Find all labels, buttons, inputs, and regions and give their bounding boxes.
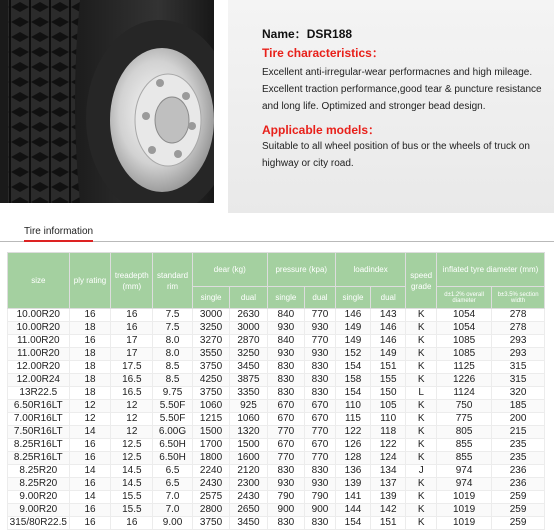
table-row (8, 491, 545, 504)
cell-loadindex-dual: 151 (371, 361, 406, 374)
cell-standard-rim: 8.5 (153, 374, 193, 387)
cell-loadindex-single: 126 (335, 439, 370, 452)
cell-loadindex-dual: 146 (371, 322, 406, 335)
cell-size: 11.00R20 (8, 335, 70, 348)
header-ply-rating: ply rating (69, 253, 111, 309)
cell-load-dual: 2120 (230, 465, 267, 478)
cell-pressure-single: 830 (267, 387, 304, 400)
cell-standard-rim: 7.5 (153, 322, 193, 335)
cell-tread-depth: 16.5 (111, 374, 153, 387)
cell-tread-depth: 16.5 (111, 387, 153, 400)
cell-speed-grade: K (406, 439, 437, 452)
cell-speed-grade: K (406, 452, 437, 465)
cell-ply-rating: 16 (69, 309, 111, 322)
cell-ply-rating: 14 (69, 426, 111, 439)
header-load-dual: dual (230, 287, 267, 309)
cell-load-single: 3750 (192, 387, 229, 400)
cell-size: 11.00R20 (8, 348, 70, 361)
table-row (8, 439, 545, 452)
cell-load-single: 3750 (192, 361, 229, 374)
cell-overall-diameter: 1019 (437, 517, 492, 530)
cell-load-dual: 1500 (230, 439, 267, 452)
header-pressure-single: single (267, 287, 304, 309)
cell-loadindex-single: 152 (335, 348, 370, 361)
cell-pressure-dual: 670 (305, 439, 336, 452)
cell-loadindex-dual: 139 (371, 491, 406, 504)
tire-product-image (0, 0, 214, 203)
cell-section-width: 320 (492, 387, 545, 400)
table-row (8, 309, 545, 322)
cell-loadindex-dual: 142 (371, 504, 406, 517)
cell-speed-grade: K (406, 361, 437, 374)
cell-standard-rim: 6.5 (153, 465, 193, 478)
cell-load-dual: 1600 (230, 452, 267, 465)
cell-size: 7.50R16LT (8, 426, 70, 439)
product-name-label: Name： (262, 27, 307, 41)
cell-load-single: 4250 (192, 374, 229, 387)
cell-section-width: 259 (492, 517, 545, 530)
cell-pressure-single: 840 (267, 335, 304, 348)
cell-tread-depth: 12.5 (111, 452, 153, 465)
cell-pressure-single: 830 (267, 517, 304, 530)
cell-loadindex-single: 146 (335, 309, 370, 322)
cell-ply-rating: 12 (69, 400, 111, 413)
cell-standard-rim: 8.5 (153, 361, 193, 374)
cell-overall-diameter: 1085 (437, 335, 492, 348)
cell-standard-rim: 9.00 (153, 517, 193, 530)
cell-speed-grade: J (406, 465, 437, 478)
cell-section-width: 236 (492, 465, 545, 478)
cell-load-dual: 925 (230, 400, 267, 413)
cell-size: 8.25R16LT (8, 452, 70, 465)
cell-size: 8.25R20 (8, 465, 70, 478)
cell-ply-rating: 14 (69, 465, 111, 478)
cell-ply-rating: 16 (69, 439, 111, 452)
cell-size: 315/80R22.5 (8, 517, 70, 530)
cell-load-dual: 3450 (230, 361, 267, 374)
cell-loadindex-dual: 124 (371, 452, 406, 465)
table-row (8, 374, 545, 387)
table-row (8, 465, 545, 478)
cell-pressure-single: 840 (267, 309, 304, 322)
cell-loadindex-single: 149 (335, 335, 370, 348)
cell-pressure-dual: 830 (305, 361, 336, 374)
cell-overall-diameter: 1019 (437, 491, 492, 504)
cell-size: 7.00R16LT (8, 413, 70, 426)
cell-loadindex-dual: 118 (371, 426, 406, 439)
cell-load-single: 2430 (192, 478, 229, 491)
cell-standard-rim: 8.0 (153, 335, 193, 348)
cell-tread-depth: 16 (111, 517, 153, 530)
cell-loadindex-single: 154 (335, 517, 370, 530)
cell-speed-grade: K (406, 400, 437, 413)
cell-pressure-dual: 770 (305, 426, 336, 439)
cell-size: 9.00R20 (8, 504, 70, 517)
cell-standard-rim: 8.0 (153, 348, 193, 361)
cell-pressure-single: 930 (267, 478, 304, 491)
cell-load-single: 2800 (192, 504, 229, 517)
table-row (8, 322, 545, 335)
cell-standard-rim: 6.50H (153, 452, 193, 465)
header-load-single: single (192, 287, 229, 309)
product-name-value: DSR188 (306, 27, 353, 41)
cell-loadindex-dual: 146 (371, 335, 406, 348)
cell-pressure-single: 670 (267, 439, 304, 452)
cell-size: 6.50R16LT (8, 400, 70, 413)
cell-load-single: 3000 (192, 309, 229, 322)
cell-loadindex-single: 141 (335, 491, 370, 504)
table-row (8, 426, 545, 439)
cell-load-dual: 3350 (230, 387, 267, 400)
cell-loadindex-single: 154 (335, 387, 370, 400)
cell-load-dual: 1320 (230, 426, 267, 439)
table-row (8, 504, 545, 517)
cell-load-dual: 3875 (230, 374, 267, 387)
cell-load-single: 1215 (192, 413, 229, 426)
cell-section-width: 315 (492, 361, 545, 374)
applicable-models-heading: Applicable models： (262, 123, 381, 137)
cell-pressure-single: 770 (267, 426, 304, 439)
cell-pressure-single: 830 (267, 465, 304, 478)
cell-loadindex-single: 115 (335, 413, 370, 426)
cell-speed-grade: L (406, 387, 437, 400)
cell-overall-diameter: 974 (437, 465, 492, 478)
cell-size: 12.00R24 (8, 374, 70, 387)
cell-load-dual: 3450 (230, 517, 267, 530)
cell-pressure-dual: 770 (305, 335, 336, 348)
tire-characteristics-text: Excellent anti-irregular-wear performacnes and high mileage. Excellent traction performance,good tear & puncture resistance and long life. Optimized and stronger bead design. (262, 67, 542, 112)
cell-loadindex-dual: 149 (371, 348, 406, 361)
header-loadindex-dual: dual (371, 287, 406, 309)
cell-size: 9.00R20 (8, 491, 70, 504)
cell-ply-rating: 16 (69, 478, 111, 491)
table-row (8, 478, 545, 491)
cell-load-single: 3550 (192, 348, 229, 361)
cell-overall-diameter: 1125 (437, 361, 492, 374)
cell-speed-grade: K (406, 348, 437, 361)
tab-tire-information[interactable]: Tire information (24, 226, 93, 242)
cell-pressure-single: 830 (267, 361, 304, 374)
product-name (262, 25, 352, 42)
cell-pressure-single: 670 (267, 400, 304, 413)
cell-overall-diameter: 974 (437, 478, 492, 491)
cell-section-width: 235 (492, 439, 545, 452)
table-row (8, 387, 545, 400)
cell-ply-rating: 18 (69, 361, 111, 374)
cell-overall-diameter: 775 (437, 413, 492, 426)
header-overall-diameter: d±1.2% overall diameter (437, 287, 492, 309)
cell-load-single: 3250 (192, 322, 229, 335)
cell-section-width: 215 (492, 426, 545, 439)
cell-pressure-dual: 830 (305, 387, 336, 400)
cell-load-single: 1700 (192, 439, 229, 452)
cell-size: 10.00R20 (8, 309, 70, 322)
table-row (8, 517, 545, 530)
cell-overall-diameter: 1226 (437, 374, 492, 387)
cell-section-width: 293 (492, 348, 545, 361)
table-row (8, 400, 545, 413)
cell-speed-grade: K (406, 413, 437, 426)
cell-pressure-dual: 900 (305, 504, 336, 517)
header-loadindex: loadindex (335, 253, 405, 287)
cell-speed-grade: K (406, 426, 437, 439)
cell-load-dual: 2870 (230, 335, 267, 348)
header-load: dear (kg) (192, 253, 267, 287)
cell-standard-rim: 6.50H (153, 439, 193, 452)
cell-overall-diameter: 805 (437, 426, 492, 439)
cell-speed-grade: K (406, 335, 437, 348)
cell-overall-diameter: 1054 (437, 322, 492, 335)
cell-size: 8.25R20 (8, 478, 70, 491)
cell-pressure-dual: 830 (305, 517, 336, 530)
tire-characteristics-heading: Tire characteristics： (262, 46, 384, 60)
cell-overall-diameter: 855 (437, 452, 492, 465)
cell-tread-depth: 12 (111, 426, 153, 439)
cell-tread-depth: 15.5 (111, 491, 153, 504)
header-speed-grade: speed grade (406, 253, 437, 309)
cell-ply-rating: 16 (69, 335, 111, 348)
cell-ply-rating: 18 (69, 322, 111, 335)
cell-loadindex-single: 154 (335, 361, 370, 374)
cell-pressure-single: 790 (267, 491, 304, 504)
cell-tread-depth: 14.5 (111, 478, 153, 491)
cell-size: 8.25R16LT (8, 439, 70, 452)
cell-ply-rating: 18 (69, 387, 111, 400)
cell-overall-diameter: 1124 (437, 387, 492, 400)
cell-loadindex-single: 158 (335, 374, 370, 387)
cell-size: 13R22.5 (8, 387, 70, 400)
cell-pressure-single: 900 (267, 504, 304, 517)
cell-ply-rating: 18 (69, 374, 111, 387)
cell-speed-grade: K (406, 374, 437, 387)
cell-loadindex-dual: 110 (371, 413, 406, 426)
cell-standard-rim: 9.75 (153, 387, 193, 400)
cell-tread-depth: 17 (111, 335, 153, 348)
cell-loadindex-single: 149 (335, 322, 370, 335)
cell-tread-depth: 14.5 (111, 465, 153, 478)
header-inflated-diameter: inflated tyre diameter (mm) (437, 253, 545, 287)
cell-overall-diameter: 1054 (437, 309, 492, 322)
cell-section-width: 236 (492, 478, 545, 491)
cell-speed-grade: K (406, 322, 437, 335)
header-section-width: b±3.5% section width (492, 287, 545, 309)
cell-load-dual: 2300 (230, 478, 267, 491)
cell-loadindex-single: 136 (335, 465, 370, 478)
cell-load-dual: 1060 (230, 413, 267, 426)
cell-overall-diameter: 750 (437, 400, 492, 413)
cell-section-width: 259 (492, 504, 545, 517)
cell-load-single: 3750 (192, 517, 229, 530)
cell-load-dual: 2430 (230, 491, 267, 504)
cell-loadindex-dual: 137 (371, 478, 406, 491)
cell-load-single: 3270 (192, 335, 229, 348)
cell-loadindex-dual: 155 (371, 374, 406, 387)
cell-pressure-single: 930 (267, 348, 304, 361)
cell-pressure-dual: 770 (305, 452, 336, 465)
cell-loadindex-dual: 134 (371, 465, 406, 478)
cell-standard-rim: 5.50F (153, 400, 193, 413)
cell-loadindex-dual: 151 (371, 517, 406, 530)
cell-pressure-dual: 770 (305, 309, 336, 322)
cell-standard-rim: 5.50F (153, 413, 193, 426)
cell-size: 12.00R20 (8, 361, 70, 374)
header-tread-depth: treadepth (mm) (111, 253, 153, 309)
cell-loadindex-single: 122 (335, 426, 370, 439)
cell-tread-depth: 12 (111, 400, 153, 413)
cell-load-dual: 3250 (230, 348, 267, 361)
cell-speed-grade: K (406, 478, 437, 491)
cell-tread-depth: 16 (111, 309, 153, 322)
cell-load-dual: 2630 (230, 309, 267, 322)
header-loadindex-single: single (335, 287, 370, 309)
cell-tread-depth: 12 (111, 413, 153, 426)
cell-section-width: 235 (492, 452, 545, 465)
cell-overall-diameter: 1085 (437, 348, 492, 361)
cell-pressure-dual: 830 (305, 465, 336, 478)
cell-tread-depth: 15.5 (111, 504, 153, 517)
cell-section-width: 200 (492, 413, 545, 426)
header-standard-rim: standard rim (153, 253, 193, 309)
cell-ply-rating: 16 (69, 517, 111, 530)
cell-loadindex-dual: 143 (371, 309, 406, 322)
cell-speed-grade: K (406, 491, 437, 504)
cell-loadindex-dual: 105 (371, 400, 406, 413)
tire-spec-table (7, 252, 545, 530)
cell-pressure-dual: 930 (305, 322, 336, 335)
cell-standard-rim: 7.0 (153, 491, 193, 504)
cell-overall-diameter: 855 (437, 439, 492, 452)
cell-ply-rating: 16 (69, 504, 111, 517)
cell-loadindex-single: 110 (335, 400, 370, 413)
cell-section-width: 185 (492, 400, 545, 413)
cell-tread-depth: 16 (111, 322, 153, 335)
table-row (8, 413, 545, 426)
cell-ply-rating: 12 (69, 413, 111, 426)
cell-speed-grade: K (406, 517, 437, 530)
cell-pressure-dual: 670 (305, 400, 336, 413)
cell-standard-rim: 6.5 (153, 478, 193, 491)
cell-pressure-dual: 790 (305, 491, 336, 504)
cell-pressure-dual: 930 (305, 478, 336, 491)
cell-section-width: 293 (492, 335, 545, 348)
cell-ply-rating: 16 (69, 452, 111, 465)
cell-load-single: 1500 (192, 426, 229, 439)
cell-load-single: 1800 (192, 452, 229, 465)
cell-ply-rating: 18 (69, 348, 111, 361)
cell-speed-grade: K (406, 504, 437, 517)
table-row (8, 335, 545, 348)
cell-pressure-dual: 930 (305, 348, 336, 361)
cell-section-width: 259 (492, 491, 545, 504)
header-pressure-dual: dual (305, 287, 336, 309)
spec-table-body (8, 309, 545, 530)
cell-pressure-single: 670 (267, 413, 304, 426)
table-row (8, 361, 545, 374)
cell-loadindex-single: 144 (335, 504, 370, 517)
cell-loadindex-dual: 122 (371, 439, 406, 452)
cell-pressure-single: 830 (267, 374, 304, 387)
cell-load-single: 2240 (192, 465, 229, 478)
cell-tread-depth: 17 (111, 348, 153, 361)
table-row (8, 452, 545, 465)
cell-load-dual: 3000 (230, 322, 267, 335)
cell-section-width: 278 (492, 309, 545, 322)
cell-load-single: 1060 (192, 400, 229, 413)
cell-section-width: 278 (492, 322, 545, 335)
cell-standard-rim: 7.5 (153, 309, 193, 322)
cell-speed-grade: K (406, 309, 437, 322)
cell-tread-depth: 17.5 (111, 361, 153, 374)
cell-loadindex-single: 139 (335, 478, 370, 491)
cell-tread-depth: 12.5 (111, 439, 153, 452)
cell-pressure-dual: 670 (305, 413, 336, 426)
cell-load-single: 2575 (192, 491, 229, 504)
cell-overall-diameter: 1019 (437, 504, 492, 517)
header-pressure: pressure (kpa) (267, 253, 335, 287)
cell-ply-rating: 14 (69, 491, 111, 504)
cell-loadindex-single: 128 (335, 452, 370, 465)
cell-pressure-dual: 830 (305, 374, 336, 387)
applicable-models-text: Suitable to all wheel position of bus or the wheels of truck on highway or city road. (262, 141, 530, 169)
cell-loadindex-dual: 150 (371, 387, 406, 400)
cell-standard-rim: 6.00G (153, 426, 193, 439)
cell-pressure-single: 930 (267, 322, 304, 335)
cell-load-dual: 2650 (230, 504, 267, 517)
table-row (8, 348, 545, 361)
cell-standard-rim: 7.0 (153, 504, 193, 517)
cell-section-width: 315 (492, 374, 545, 387)
cell-size: 10.00R20 (8, 322, 70, 335)
cell-pressure-single: 770 (267, 452, 304, 465)
header-size: size (8, 253, 70, 309)
